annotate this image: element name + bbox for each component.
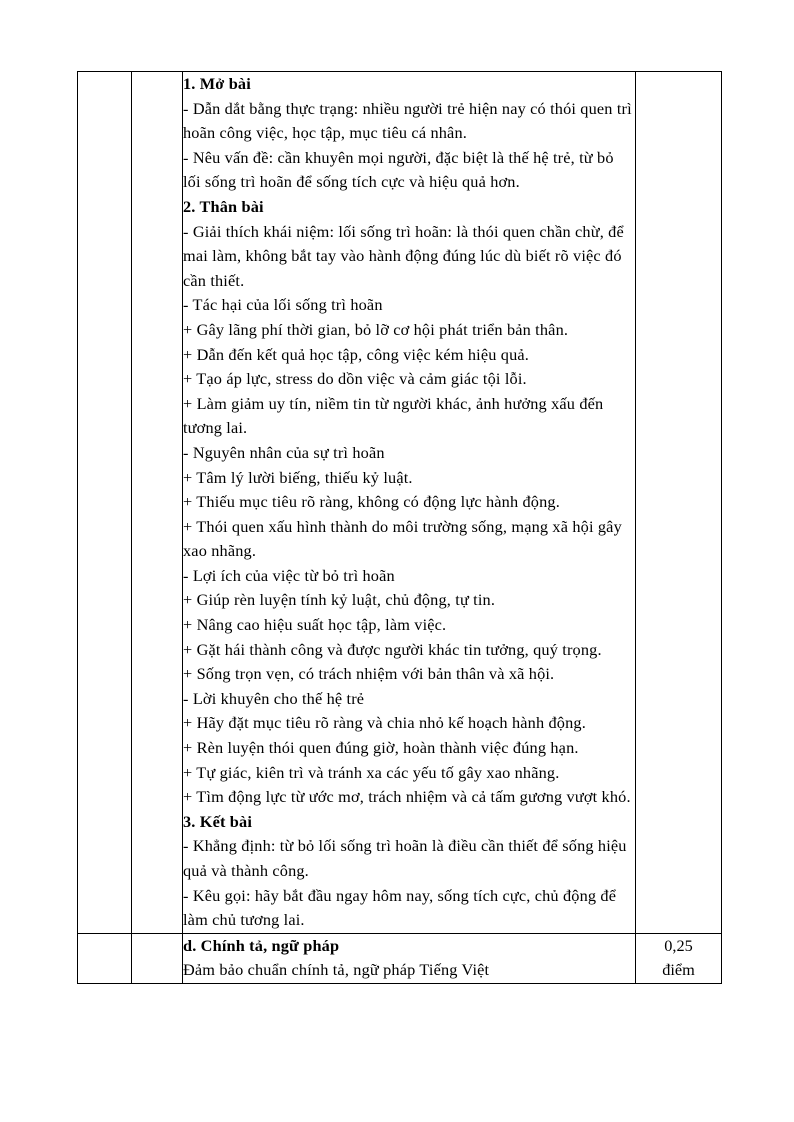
content-cell xyxy=(183,933,636,983)
content-line: 1. Mở bài xyxy=(183,74,251,93)
rubric-table-body xyxy=(78,72,722,984)
content-line: + Sống trọn vẹn, có trách nhiệm với bản thân và xã hội. xyxy=(183,664,555,684)
score-cell xyxy=(636,72,722,934)
content-line: + Tạo áp lực, stress do dồn việc và cảm giác tội lỗi. xyxy=(183,369,527,389)
content-line: + Dẫn đến kết quả học tập, công việc kém hiệu quả. xyxy=(183,344,530,364)
criteria-cell xyxy=(78,72,132,934)
content-line: - Tác hại của lối sống trì hoãn xyxy=(183,295,383,315)
content-line: - Kêu gọi: hãy bắt đầu ngay hôm nay, sống tích cực, chủ động để làm chủ tương lai. xyxy=(183,885,617,930)
content-line: - Nêu vấn đề: cần khuyên mọi người, đặc biệt là thế hệ trẻ, từ bỏ lối sống trì hoãn để sống tích cực và hiệu quả hơn. xyxy=(183,147,614,192)
content-line: 3. Kết bài xyxy=(183,811,253,831)
content-line: + Tâm lý lười biếng, thiếu kỷ luật. xyxy=(183,467,413,487)
subitem-cell xyxy=(132,933,183,983)
content-cell xyxy=(183,72,636,934)
content-line: - Nguyên nhân của sự trì hoãn xyxy=(183,442,385,462)
table-row xyxy=(78,933,722,983)
content-line: + Nâng cao hiệu suất học tập, làm việc. xyxy=(183,615,447,635)
content-line: - Dẫn dắt bằng thực trạng: nhiều người trẻ hiện nay có thói quen trì hoãn công việc, học tập, mục tiêu cá nhân. xyxy=(183,98,632,143)
score-cell xyxy=(636,933,722,983)
content-line: + Tự giác, kiên trì và tránh xa các yếu tố gây xao nhãng. xyxy=(183,762,560,782)
content-line: + Thói quen xấu hình thành do môi trường sống, mạng xã hội gây xao nhãng. xyxy=(183,516,622,561)
content-line: - Lời khuyên cho thế hệ trẻ xyxy=(183,688,365,708)
content-line: + Tìm động lực từ ước mơ, trách nhiệm và cả tấm gương vượt khó. xyxy=(183,787,631,807)
content-line: + Làm giảm uy tín, niềm tin từ người khác, ảnh hưởng xấu đến tương lai. xyxy=(183,393,604,438)
content-line: Đảm bảo chuẩn chính tả, ngữ pháp Tiếng Việt xyxy=(183,960,490,980)
content-line: - Khẳng định: từ bỏ lối sống trì hoãn là điều cần thiết để sống hiệu quả và thành công. xyxy=(183,836,627,880)
content-line: d. Chính tả, ngữ pháp xyxy=(183,935,340,955)
table-row xyxy=(78,72,722,934)
content-line: + Gây lãng phí thời gian, bỏ lỡ cơ hội phát triển bản thân. xyxy=(183,319,569,339)
content-line: - Lợi ích của việc từ bỏ trì hoãn xyxy=(183,565,395,585)
content-line: + Giúp rèn luyện tính kỷ luật, chủ động, tự tin. xyxy=(183,590,496,610)
content-line: + Gặt hái thành công và được người khác tin tưởng, quý trọng. xyxy=(183,639,602,659)
content-line: + Rèn luyện thói quen đúng giờ, hoàn thành việc đúng hạn. xyxy=(183,738,579,758)
score-unit: điểm xyxy=(662,960,695,980)
rubric-table xyxy=(77,71,722,984)
content-line: + Hãy đặt mục tiêu rõ ràng và chia nhỏ kế hoạch hành động. xyxy=(183,713,586,733)
subitem-cell xyxy=(132,72,183,934)
score-value: 0,25 xyxy=(664,935,693,955)
criteria-cell xyxy=(78,933,132,983)
content-line: 2. Thân bài xyxy=(183,196,264,216)
content-line: + Thiếu mục tiêu rõ ràng, không có động lực hành động. xyxy=(183,492,560,512)
content-line: - Giải thích khái niệm: lối sống trì hoãn: là thói quen chần chừ, để mai làm, không bắt tay vào hành động đúng lúc dù biết rõ việc đó cần thiết. xyxy=(183,221,624,290)
